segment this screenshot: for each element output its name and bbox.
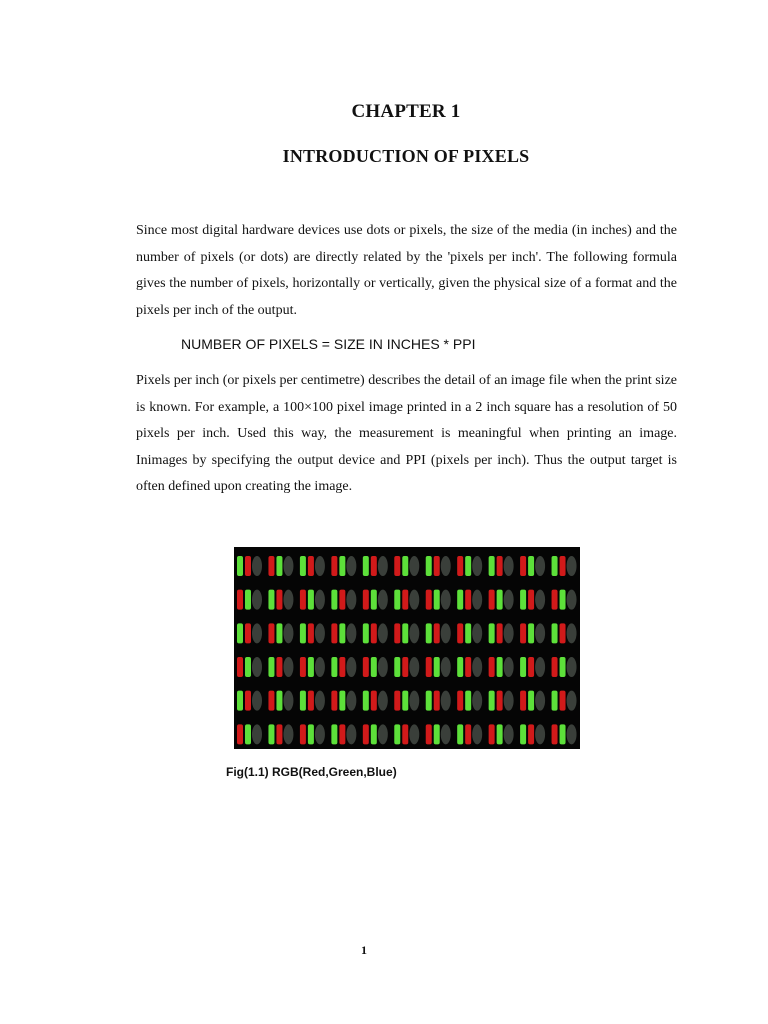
subpixel-c — [346, 657, 356, 677]
subpixel-a — [268, 724, 274, 744]
subpixel-c — [441, 590, 451, 610]
subpixel-b — [434, 657, 440, 677]
subpixel-c — [252, 590, 262, 610]
subpixel-cell — [457, 691, 482, 711]
subpixel-a — [394, 657, 400, 677]
subpixel-a — [457, 691, 463, 711]
subpixel-b — [402, 657, 408, 677]
subpixel-b — [339, 724, 345, 744]
subpixel-c — [378, 657, 388, 677]
subpixel-c — [472, 590, 482, 610]
subpixel-a — [394, 556, 400, 576]
subpixel-a — [489, 724, 495, 744]
body-paragraph-2: Pixels per inch (or pixels per centimetre) describes the detail of an image file when the print size is known. For example, a 100×100 pixel image printed in a 2 inch square has a resolution of 50 pixels per inch. Used this way, the measurement is meaningful when printing an image. Inimages by specifying the output device and PPI (pixels per inch). Thus the output target is often defined upon creating the image. — [136, 373, 677, 494]
subpixel-c — [346, 590, 356, 610]
subpixel-a — [331, 657, 337, 677]
subpixel-b — [465, 657, 471, 677]
subpixel-a — [331, 691, 337, 711]
subpixel-cell — [426, 556, 451, 576]
subpixel-c — [346, 623, 356, 643]
subpixel-c — [535, 657, 545, 677]
subpixel-cell — [552, 556, 577, 576]
subpixel-a — [520, 724, 526, 744]
subpixel-c — [315, 556, 325, 576]
subpixel-b — [276, 623, 282, 643]
subpixel-c — [283, 556, 293, 576]
subpixel-cell — [300, 590, 325, 610]
subpixel-b — [497, 691, 503, 711]
subpixel-cell — [331, 691, 356, 711]
subpixel-cell — [363, 657, 388, 677]
subpixel-b — [560, 556, 566, 576]
subpixel-c — [409, 691, 419, 711]
subpixel-b — [497, 657, 503, 677]
subpixel-a — [457, 590, 463, 610]
subpixel-cell — [520, 590, 545, 610]
subpixel-c — [504, 590, 514, 610]
subpixel-cell — [268, 691, 293, 711]
subpixel-a — [300, 691, 306, 711]
subpixel-c — [567, 657, 577, 677]
subpixel-cell — [394, 556, 419, 576]
subpixel-b — [528, 724, 534, 744]
subpixel-a — [552, 657, 558, 677]
subpixel-cell — [489, 657, 514, 677]
subpixel-c — [504, 724, 514, 744]
subpixel-c — [252, 691, 262, 711]
subpixel-b — [402, 623, 408, 643]
subpixel-c — [252, 623, 262, 643]
subpixel-cell — [394, 724, 419, 744]
subpixel-image — [234, 547, 580, 749]
subpixel-c — [504, 691, 514, 711]
subpixel-cell — [457, 657, 482, 677]
subpixel-c — [252, 724, 262, 744]
body-paragraph-1: Since most digital hardware devices use dots or pixels, the size of the media (in inches) and the number of pixels (or dots) are directly related by the 'pixels per inch'. The following formula gives the number of pixels, horizontally or vertically, given the physical size of a format and the pixels per inch of the output. — [136, 223, 677, 318]
subpixel-cell — [363, 590, 388, 610]
subpixel-c — [535, 556, 545, 576]
subpixel-a — [426, 623, 432, 643]
subpixel-a — [331, 556, 337, 576]
subpixel-cell — [457, 556, 482, 576]
subpixel-c — [315, 590, 325, 610]
subpixel-a — [300, 556, 306, 576]
subpixel-b — [371, 691, 377, 711]
subpixel-a — [300, 724, 306, 744]
subpixel-a — [268, 657, 274, 677]
chapter-title: INTRODUCTION OF PIXELS — [282, 146, 530, 166]
subpixel-c — [535, 724, 545, 744]
subpixel-c — [472, 657, 482, 677]
subpixel-b — [434, 724, 440, 744]
subpixel-a — [520, 590, 526, 610]
subpixel-a — [426, 590, 432, 610]
subpixel-cell — [268, 623, 293, 643]
subpixel-a — [237, 724, 243, 744]
subpixel-a — [426, 556, 432, 576]
subpixel-cell — [300, 556, 325, 576]
subpixel-b — [308, 623, 314, 643]
subpixel-cell — [520, 691, 545, 711]
subpixel-cell — [552, 657, 577, 677]
subpixel-a — [331, 623, 337, 643]
subpixel-c — [378, 691, 388, 711]
subpixel-cell — [331, 556, 356, 576]
subpixel-cell — [426, 691, 451, 711]
subpixel-cell — [520, 623, 545, 643]
subpixel-c — [409, 724, 419, 744]
subpixel-c — [378, 724, 388, 744]
subpixel-cell — [268, 657, 293, 677]
subpixel-b — [402, 590, 408, 610]
subpixel-b — [339, 590, 345, 610]
subpixel-cell — [300, 657, 325, 677]
subpixel-cell — [394, 657, 419, 677]
subpixel-c — [283, 691, 293, 711]
subpixel-c — [441, 724, 451, 744]
subpixel-cell — [426, 657, 451, 677]
subpixel-c — [315, 691, 325, 711]
subpixel-cell — [363, 623, 388, 643]
subpixel-b — [308, 590, 314, 610]
subpixel-c — [409, 590, 419, 610]
subpixel-a — [331, 724, 337, 744]
subpixel-cell — [331, 724, 356, 744]
subpixel-b — [497, 590, 503, 610]
subpixel-b — [560, 691, 566, 711]
subpixel-cell — [520, 657, 545, 677]
subpixel-cell — [552, 590, 577, 610]
subpixel-b — [339, 691, 345, 711]
figure-caption: Fig(1.1) RGB(Red,Green,Blue) — [226, 765, 397, 779]
subpixel-a — [268, 556, 274, 576]
subpixel-a — [489, 590, 495, 610]
subpixel-c — [441, 691, 451, 711]
subpixel-b — [371, 623, 377, 643]
subpixel-b — [497, 724, 503, 744]
subpixel-b — [465, 691, 471, 711]
subpixel-cell — [426, 724, 451, 744]
subpixel-a — [268, 590, 274, 610]
subpixel-b — [245, 657, 251, 677]
subpixel-c — [252, 657, 262, 677]
subpixel-a — [552, 691, 558, 711]
subpixel-cell — [268, 590, 293, 610]
subpixel-cell — [426, 590, 451, 610]
page-number: 1 — [361, 943, 367, 957]
subpixel-b — [276, 590, 282, 610]
subpixel-b — [402, 724, 408, 744]
subpixel-c — [504, 623, 514, 643]
subpixel-c — [441, 657, 451, 677]
subpixel-c — [346, 556, 356, 576]
subpixel-a — [489, 623, 495, 643]
subpixel-cell — [394, 623, 419, 643]
subpixel-b — [402, 556, 408, 576]
subpixel-a — [520, 657, 526, 677]
figure-background — [234, 547, 580, 749]
subpixel-cell — [363, 691, 388, 711]
subpixel-a — [363, 590, 369, 610]
subpixel-b — [245, 623, 251, 643]
subpixel-a — [552, 623, 558, 643]
subpixel-cell — [237, 590, 262, 610]
subpixel-c — [409, 623, 419, 643]
subpixel-c — [378, 556, 388, 576]
subpixel-b — [276, 657, 282, 677]
subpixel-b — [245, 691, 251, 711]
subpixel-a — [363, 691, 369, 711]
subpixel-c — [409, 556, 419, 576]
subpixel-a — [237, 623, 243, 643]
subpixel-c — [472, 724, 482, 744]
subpixel-b — [528, 590, 534, 610]
subpixel-c — [283, 657, 293, 677]
subpixel-c — [346, 724, 356, 744]
subpixel-b — [276, 556, 282, 576]
subpixel-cell — [520, 556, 545, 576]
subpixel-a — [300, 657, 306, 677]
subpixel-b — [245, 724, 251, 744]
subpixel-b — [497, 556, 503, 576]
subpixel-a — [457, 724, 463, 744]
subpixel-cell — [363, 556, 388, 576]
subpixel-b — [560, 623, 566, 643]
subpixel-a — [457, 657, 463, 677]
subpixel-a — [363, 657, 369, 677]
subpixel-c — [252, 556, 262, 576]
subpixel-b — [339, 556, 345, 576]
subpixel-a — [300, 590, 306, 610]
subpixel-c — [567, 691, 577, 711]
subpixel-a — [457, 623, 463, 643]
subpixel-a — [552, 556, 558, 576]
subpixel-c — [472, 556, 482, 576]
subpixel-cell — [300, 724, 325, 744]
subpixel-b — [371, 556, 377, 576]
subpixel-b — [308, 691, 314, 711]
subpixel-a — [426, 724, 432, 744]
subpixel-a — [426, 657, 432, 677]
subpixel-a — [457, 556, 463, 576]
subpixel-c — [315, 724, 325, 744]
subpixel-cell — [457, 724, 482, 744]
subpixel-cell — [457, 590, 482, 610]
subpixel-a — [394, 590, 400, 610]
subpixel-a — [300, 623, 306, 643]
subpixel-b — [371, 657, 377, 677]
subpixel-c — [567, 623, 577, 643]
subpixel-b — [434, 691, 440, 711]
subpixel-a — [237, 691, 243, 711]
subpixel-cell — [489, 691, 514, 711]
subpixel-b — [465, 724, 471, 744]
subpixel-c — [567, 556, 577, 576]
subpixel-b — [276, 724, 282, 744]
subpixel-c — [504, 657, 514, 677]
subpixel-cell — [552, 691, 577, 711]
subpixel-cell — [237, 556, 262, 576]
subpixel-cell — [552, 724, 577, 744]
subpixel-c — [441, 623, 451, 643]
subpixel-b — [339, 623, 345, 643]
subpixel-a — [363, 556, 369, 576]
subpixel-cell — [489, 623, 514, 643]
subpixel-cell — [268, 724, 293, 744]
subpixel-c — [315, 657, 325, 677]
subpixel-b — [434, 556, 440, 576]
rgb-subpixel-figure — [234, 547, 580, 749]
subpixel-c — [283, 590, 293, 610]
subpixel-b — [371, 724, 377, 744]
subpixel-c — [283, 623, 293, 643]
subpixel-a — [520, 556, 526, 576]
subpixel-cell — [237, 691, 262, 711]
subpixel-a — [363, 724, 369, 744]
subpixel-a — [331, 590, 337, 610]
subpixel-c — [472, 691, 482, 711]
subpixel-c — [441, 556, 451, 576]
subpixel-b — [528, 657, 534, 677]
subpixel-c — [409, 657, 419, 677]
subpixel-a — [394, 724, 400, 744]
subpixel-c — [535, 590, 545, 610]
subpixel-b — [308, 556, 314, 576]
subpixel-cell — [394, 590, 419, 610]
subpixel-a — [268, 623, 274, 643]
subpixel-b — [371, 590, 377, 610]
subpixel-c — [283, 724, 293, 744]
subpixel-b — [245, 556, 251, 576]
subpixel-cell — [520, 724, 545, 744]
subpixel-c — [315, 623, 325, 643]
subpixel-c — [567, 590, 577, 610]
subpixel-cell — [237, 724, 262, 744]
subpixel-a — [520, 623, 526, 643]
subpixel-b — [308, 724, 314, 744]
subpixel-a — [237, 657, 243, 677]
subpixel-cell — [300, 691, 325, 711]
subpixel-cell — [489, 724, 514, 744]
subpixel-c — [504, 556, 514, 576]
subpixel-cell — [268, 556, 293, 576]
subpixel-a — [394, 691, 400, 711]
subpixel-a — [426, 691, 432, 711]
subpixel-c — [472, 623, 482, 643]
subpixel-c — [378, 590, 388, 610]
subpixel-cell — [331, 590, 356, 610]
subpixel-c — [378, 623, 388, 643]
subpixel-cell — [552, 623, 577, 643]
subpixel-cell — [237, 623, 262, 643]
subpixel-b — [434, 623, 440, 643]
subpixel-b — [528, 556, 534, 576]
subpixel-b — [560, 724, 566, 744]
subpixel-b — [560, 590, 566, 610]
subpixel-a — [237, 556, 243, 576]
subpixel-cell — [489, 556, 514, 576]
subpixel-b — [308, 657, 314, 677]
subpixel-a — [394, 623, 400, 643]
subpixel-a — [268, 691, 274, 711]
subpixel-cell — [363, 724, 388, 744]
subpixel-b — [465, 556, 471, 576]
subpixel-c — [535, 623, 545, 643]
subpixel-c — [346, 691, 356, 711]
subpixel-b — [560, 657, 566, 677]
subpixel-cell — [300, 623, 325, 643]
subpixel-cell — [489, 590, 514, 610]
subpixel-a — [520, 691, 526, 711]
formula-text: NUMBER OF PIXELS = SIZE IN INCHES * PPI — [181, 336, 476, 352]
subpixel-a — [237, 590, 243, 610]
subpixel-cell — [237, 657, 262, 677]
subpixel-a — [489, 691, 495, 711]
subpixel-b — [245, 590, 251, 610]
subpixel-a — [489, 657, 495, 677]
subpixel-b — [465, 623, 471, 643]
subpixel-c — [535, 691, 545, 711]
subpixel-c — [567, 724, 577, 744]
subpixel-a — [363, 623, 369, 643]
subpixel-a — [552, 590, 558, 610]
subpixel-cell — [457, 623, 482, 643]
subpixel-cell — [394, 691, 419, 711]
subpixel-a — [489, 556, 495, 576]
subpixel-b — [339, 657, 345, 677]
subpixel-b — [497, 623, 503, 643]
subpixel-cell — [331, 657, 356, 677]
subpixel-b — [528, 691, 534, 711]
subpixel-b — [402, 691, 408, 711]
subpixel-cell — [331, 623, 356, 643]
subpixel-b — [528, 623, 534, 643]
subpixel-cell — [426, 623, 451, 643]
chapter-heading: CHAPTER 1 — [351, 101, 461, 122]
subpixel-b — [434, 590, 440, 610]
subpixel-b — [465, 590, 471, 610]
subpixel-a — [552, 724, 558, 744]
subpixel-b — [276, 691, 282, 711]
